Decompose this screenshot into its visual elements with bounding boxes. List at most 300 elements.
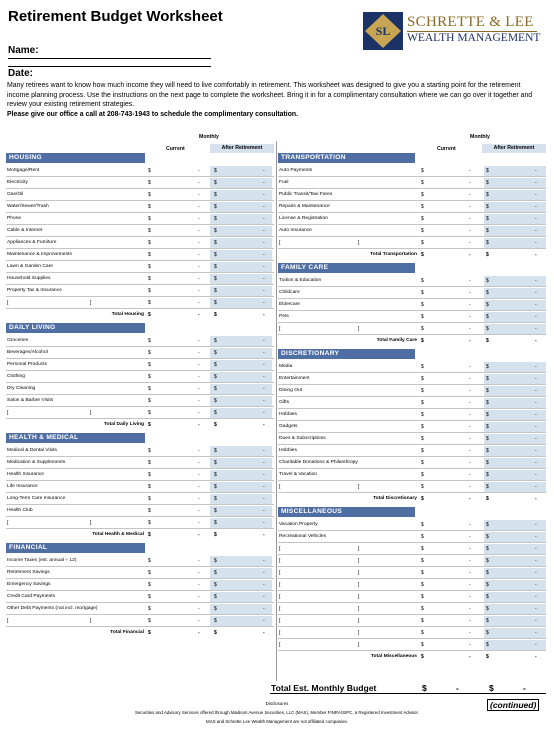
after-dash: - [535,484,537,490]
budget-line-label: Maintenance & Improvements [7,252,72,257]
budget-line-row[interactable] [278,615,546,627]
page-title: Retirement Budget Worksheet [8,8,223,25]
after-dash: - [535,594,537,600]
total-after-dollar: $ [486,338,489,344]
total-current-dash: - [469,338,471,344]
intro-call-to-action: Please give our office a call at 208-743-1943 to schedule the complimentary consultation. [7,110,299,118]
current-dash: - [469,570,471,576]
after-dollar: $ [214,496,217,502]
blank-close-bracket: ] [358,484,360,490]
current-dash: - [469,240,471,246]
budget-line-row[interactable] [278,639,546,651]
budget-line-row[interactable] [6,189,274,201]
current-dollar: $ [148,410,151,416]
budget-line-row[interactable] [6,469,274,481]
budget-line-label: Gadgets [279,424,298,429]
budget-line-row[interactable] [6,481,274,493]
after-dollar: $ [486,460,489,466]
budget-line-label: Income Taxes (est. annual ÷ 12) [7,558,77,563]
budget-line-row[interactable] [278,469,546,481]
after-dash: - [535,570,537,576]
total-after-dollar: $ [486,252,489,258]
current-dollar: $ [421,228,424,234]
after-dash: - [535,558,537,564]
budget-line-row[interactable] [278,481,546,493]
blank-close-bracket: ] [358,326,360,332]
current-dash: - [469,534,471,540]
current-dash: - [469,364,471,370]
budget-line-row[interactable] [278,323,546,335]
budget-line-row[interactable] [278,287,546,299]
budget-line-row[interactable] [6,371,274,383]
budget-line-row[interactable] [278,543,546,555]
grand-total-current-dash: - [456,683,459,693]
budget-line-label: Appliances & Furniture [7,240,57,245]
section-total-row [6,309,274,320]
budget-line-label: Vacation Property [279,522,318,527]
current-dash: - [469,436,471,442]
current-dollar: $ [148,240,151,246]
current-dollar: $ [148,570,151,576]
budget-line-label: Recreational Vehicles [279,534,327,539]
budget-line-label: Gas/Oil [7,192,24,197]
current-dollar: $ [148,192,151,198]
budget-line-label: Dry Cleaning [7,386,36,391]
current-dollar: $ [421,412,424,418]
budget-line-row[interactable] [6,579,274,591]
after-dash: - [263,618,265,624]
blank-close-bracket: ] [90,520,92,526]
total-after-dollar: $ [214,312,217,318]
after-dash: - [535,460,537,466]
after-dollar: $ [214,386,217,392]
current-dollar: $ [421,546,424,552]
blank-close-bracket: ] [90,618,92,624]
blank-open-bracket: [ [279,570,281,576]
current-dash: - [469,314,471,320]
budget-line-row[interactable] [278,213,546,225]
grand-total-row [270,683,546,694]
budget-line-row[interactable] [278,165,546,177]
budget-line-row[interactable] [6,407,274,419]
budget-line-row[interactable] [278,433,546,445]
after-dollar: $ [214,472,217,478]
budget-line-label: Retirement Savings [7,570,50,575]
after-dash: - [535,534,537,540]
after-dash: - [535,546,537,552]
section-total-label: Total Financial [110,630,144,635]
after-dollar: $ [214,448,217,454]
current-dash: - [198,618,200,624]
total-after-dash: - [535,338,537,344]
blank-close-bracket: ] [358,630,360,636]
current-dash: - [469,400,471,406]
grand-total-label: Total Est. Monthly Budget [271,683,377,693]
current-dollar: $ [148,350,151,356]
after-dollar: $ [214,180,217,186]
budget-line-row[interactable] [278,445,546,457]
budget-line-row[interactable] [278,361,546,373]
budget-line-row[interactable] [278,519,546,531]
current-dollar: $ [421,618,424,624]
budget-line-label: Travel & Vacation [279,472,318,477]
after-dollar: $ [214,362,217,368]
current-dollar: $ [421,216,424,222]
after-dash: - [263,350,265,356]
budget-line-label: Credit Card Payments [7,594,56,599]
current-dollar: $ [421,436,424,442]
budget-line-row[interactable] [6,457,274,469]
total-after-dollar: $ [486,654,489,660]
after-dash: - [263,570,265,576]
budget-line-row[interactable] [278,373,546,385]
after-dollar: $ [486,400,489,406]
budget-line-label: Medication & Supplements [7,460,66,465]
right-monthly-header: Monthly [470,134,490,140]
budget-line-row[interactable] [278,457,546,469]
blank-close-bracket: ] [90,300,92,306]
after-dollar: $ [214,240,217,246]
budget-line-label: Life Insurance [7,484,38,489]
budget-line-label: Repairs & Maintenance [279,204,330,209]
current-dollar: $ [421,522,424,528]
budget-line-label: Electricity [7,180,28,185]
after-dash: - [535,522,537,528]
after-dollar: $ [214,582,217,588]
budget-line-row[interactable] [6,555,274,567]
current-dash: - [469,204,471,210]
blank-open-bracket: [ [279,484,281,490]
current-dollar: $ [421,376,424,382]
current-dollar: $ [148,472,151,478]
budget-line-label: Beverages/Alcohol [7,350,48,355]
current-dollar: $ [421,180,424,186]
total-after-dash: - [535,496,537,502]
after-dollar: $ [486,216,489,222]
after-dash: - [263,252,265,258]
after-dollar: $ [486,594,489,600]
after-dash: - [535,376,537,382]
section-header: DAILY LIVING [6,323,145,333]
after-dollar: $ [486,204,489,210]
budget-line-label: Personal Products [7,362,47,367]
current-dash: - [469,582,471,588]
total-current-dash: - [469,496,471,502]
after-dollar: $ [486,582,489,588]
after-dollar: $ [486,436,489,442]
section-header: FINANCIAL [6,543,145,553]
after-dollar: $ [486,546,489,552]
current-dollar: $ [421,606,424,612]
after-dollar: $ [214,300,217,306]
after-dollar: $ [214,618,217,624]
budget-line-row[interactable] [6,505,274,517]
budget-line-row[interactable] [278,567,546,579]
current-dollar: $ [148,386,151,392]
budget-line-row[interactable] [6,603,274,615]
name-field[interactable] [8,58,211,59]
after-dash: - [535,204,537,210]
current-dash: - [198,448,200,454]
current-dash: - [469,606,471,612]
budget-line-row[interactable] [6,177,274,189]
current-dollar: $ [421,326,424,332]
current-dollar: $ [148,496,151,502]
budget-line-row[interactable] [278,421,546,433]
left-monthly-header: Monthly [199,134,219,140]
budget-line-row[interactable] [6,237,274,249]
blank-open-bracket: [ [279,558,281,564]
budget-line-row[interactable] [6,383,274,395]
column-divider [276,141,277,681]
after-dash: - [263,448,265,454]
after-dollar: $ [486,484,489,490]
budget-line-row[interactable] [278,531,546,543]
total-current-dollar: $ [421,496,424,502]
total-current-dash: - [198,312,200,318]
after-dollar: $ [486,424,489,430]
after-dollar: $ [486,192,489,198]
blank-open-bracket: [ [279,606,281,612]
current-dollar: $ [148,216,151,222]
name-label: Name: [8,45,39,56]
current-dash: - [198,300,200,306]
blank-close-bracket: ] [90,410,92,416]
after-dash: - [263,472,265,478]
budget-line-row[interactable] [278,397,546,409]
blank-close-bracket: ] [358,546,360,552]
total-after-dollar: $ [214,422,217,428]
budget-line-label: Groceries [7,338,29,343]
budget-line-row[interactable] [6,165,274,177]
section-header: HOUSING [6,153,145,163]
after-dollar: $ [214,288,217,294]
after-dash: - [535,388,537,394]
current-dash: - [198,460,200,466]
after-dash: - [263,300,265,306]
after-dollar: $ [486,412,489,418]
current-dollar: $ [421,642,424,648]
budget-line-row[interactable] [6,297,274,309]
budget-line-row[interactable] [278,311,546,323]
after-dash: - [263,168,265,174]
after-dollar: $ [214,460,217,466]
current-dash: - [469,278,471,284]
current-dollar: $ [421,314,424,320]
current-dash: - [198,508,200,514]
total-after-dollar: $ [486,496,489,502]
budget-line-row[interactable] [278,591,546,603]
budget-line-row[interactable] [6,261,274,273]
budget-line-row[interactable] [278,189,546,201]
budget-line-label: Fuel [279,180,289,185]
budget-line-row[interactable] [6,225,274,237]
budget-line-row[interactable] [278,579,546,591]
current-dollar: $ [421,302,424,308]
current-dollar: $ [421,424,424,430]
current-dollar: $ [421,582,424,588]
budget-line-row[interactable] [6,615,274,627]
after-dash: - [535,400,537,406]
total-current-dollar: $ [148,532,151,538]
budget-line-row[interactable] [6,517,274,529]
budget-line-row[interactable] [278,275,546,287]
section-total-label: Total Discretionary [373,496,417,501]
current-dash: - [469,376,471,382]
budget-line-label: License & Registration [279,216,328,221]
after-dash: - [535,228,537,234]
current-dash: - [198,264,200,270]
current-dash: - [198,168,200,174]
after-dash: - [263,558,265,564]
section-total-label: Total Family Care [376,338,417,343]
section-header: HEALTH & MEDICAL [6,433,145,443]
current-dash: - [469,642,471,648]
current-dash: - [198,288,200,294]
current-dollar: $ [148,362,151,368]
total-current-dollar: $ [421,252,424,258]
budget-line-row[interactable] [6,567,274,579]
after-dash: - [263,410,265,416]
after-dollar: $ [486,630,489,636]
budget-line-row[interactable] [278,385,546,397]
current-dash: - [469,216,471,222]
current-dollar: $ [148,398,151,404]
budget-line-label: Auto Payments [279,168,313,173]
blank-open-bracket: [ [279,642,281,648]
current-dash: - [469,412,471,418]
after-dollar: $ [214,484,217,490]
budget-line-row[interactable] [278,225,546,237]
current-dollar: $ [421,558,424,564]
current-dash: - [469,594,471,600]
after-dash: - [263,374,265,380]
continued-label: (continued) [487,699,539,711]
current-dash: - [198,570,200,576]
budget-line-row[interactable] [6,285,274,297]
after-dollar: $ [214,606,217,612]
current-dollar: $ [421,570,424,576]
budget-line-row[interactable] [6,273,274,285]
disclosure-text: Securities and Advisory Services offered through Madison Avenue Securities, LLC (MAS), Member FINRA/SIPC, a Registered Investment Advisor. [135,710,419,715]
total-current-dash: - [469,252,471,258]
budget-line-row[interactable] [6,493,274,505]
budget-line-row[interactable] [278,299,546,311]
grand-total-current-dollar: $ [422,683,427,693]
current-dollar: $ [421,192,424,198]
svg-text:SL: SL [375,24,391,38]
section-total-label: Total Housing [111,312,144,317]
after-dollar: $ [214,508,217,514]
total-current-dash: - [469,654,471,660]
after-dash: - [535,302,537,308]
after-dollar: $ [214,216,217,222]
after-dash: - [535,290,537,296]
budget-line-label: Lawn & Garden Care [7,264,53,269]
total-current-dollar: $ [148,422,151,428]
after-dollar: $ [486,290,489,296]
after-dash: - [535,618,537,624]
total-current-dollar: $ [421,338,424,344]
after-dash: - [263,216,265,222]
current-dash: - [469,326,471,332]
current-dollar: $ [421,204,424,210]
section-header: TRANSPORTATION [278,153,415,163]
total-after-dash: - [263,630,265,636]
budget-line-row[interactable] [278,177,546,189]
current-dollar: $ [148,484,151,490]
budget-line-row[interactable] [6,347,274,359]
current-dollar: $ [421,168,424,174]
after-dash: - [535,448,537,454]
budget-line-row[interactable] [278,627,546,639]
current-dollar: $ [421,388,424,394]
after-dash: - [535,436,537,442]
blank-open-bracket: [ [279,240,281,246]
section-header: DISCRETIONARY [278,349,415,359]
current-dash: - [469,290,471,296]
blank-close-bracket: ] [358,618,360,624]
after-dollar: $ [486,534,489,540]
current-dollar: $ [148,288,151,294]
after-dollar: $ [214,350,217,356]
budget-line-label: Gifts [279,400,290,405]
after-dash: - [263,228,265,234]
budget-line-row[interactable] [6,335,274,347]
budget-line-row[interactable] [6,249,274,261]
current-dollar: $ [421,534,424,540]
total-current-dash: - [198,422,200,428]
budget-line-row[interactable] [6,359,274,371]
budget-line-row[interactable] [278,409,546,421]
after-dash: - [535,424,537,430]
budget-line-label: Other Debt Payments (not incl. mortgage) [7,606,98,611]
after-dollar: $ [214,168,217,174]
current-dash: - [198,252,200,258]
after-dash: - [263,606,265,612]
after-dollar: $ [486,558,489,564]
budget-line-row[interactable] [278,201,546,213]
budget-line-row[interactable] [6,213,274,225]
budget-line-row[interactable] [6,445,274,457]
after-dollar: $ [214,338,217,344]
budget-line-row[interactable] [6,201,274,213]
current-dash: - [469,192,471,198]
after-dash: - [535,606,537,612]
after-dash: - [535,642,537,648]
budget-line-row[interactable] [278,603,546,615]
blank-close-bracket: ] [358,582,360,588]
budget-line-label: Salon & Barber Visits [7,398,54,403]
after-dollar: $ [486,570,489,576]
current-dash: - [469,546,471,552]
after-dollar: $ [486,448,489,454]
date-divider [8,66,211,67]
right-current-header: Current [437,146,456,152]
current-dollar: $ [148,374,151,380]
budget-line-row[interactable] [6,591,274,603]
current-dash: - [469,630,471,636]
section-header: FAMILY CARE [278,263,415,273]
section-total-row [6,529,274,540]
budget-line-row[interactable] [6,395,274,407]
budget-line-row[interactable] [278,555,546,567]
after-dash: - [535,278,537,284]
after-dash: - [263,582,265,588]
current-dash: - [198,582,200,588]
budget-line-row[interactable] [278,237,546,249]
after-dash: - [535,630,537,636]
